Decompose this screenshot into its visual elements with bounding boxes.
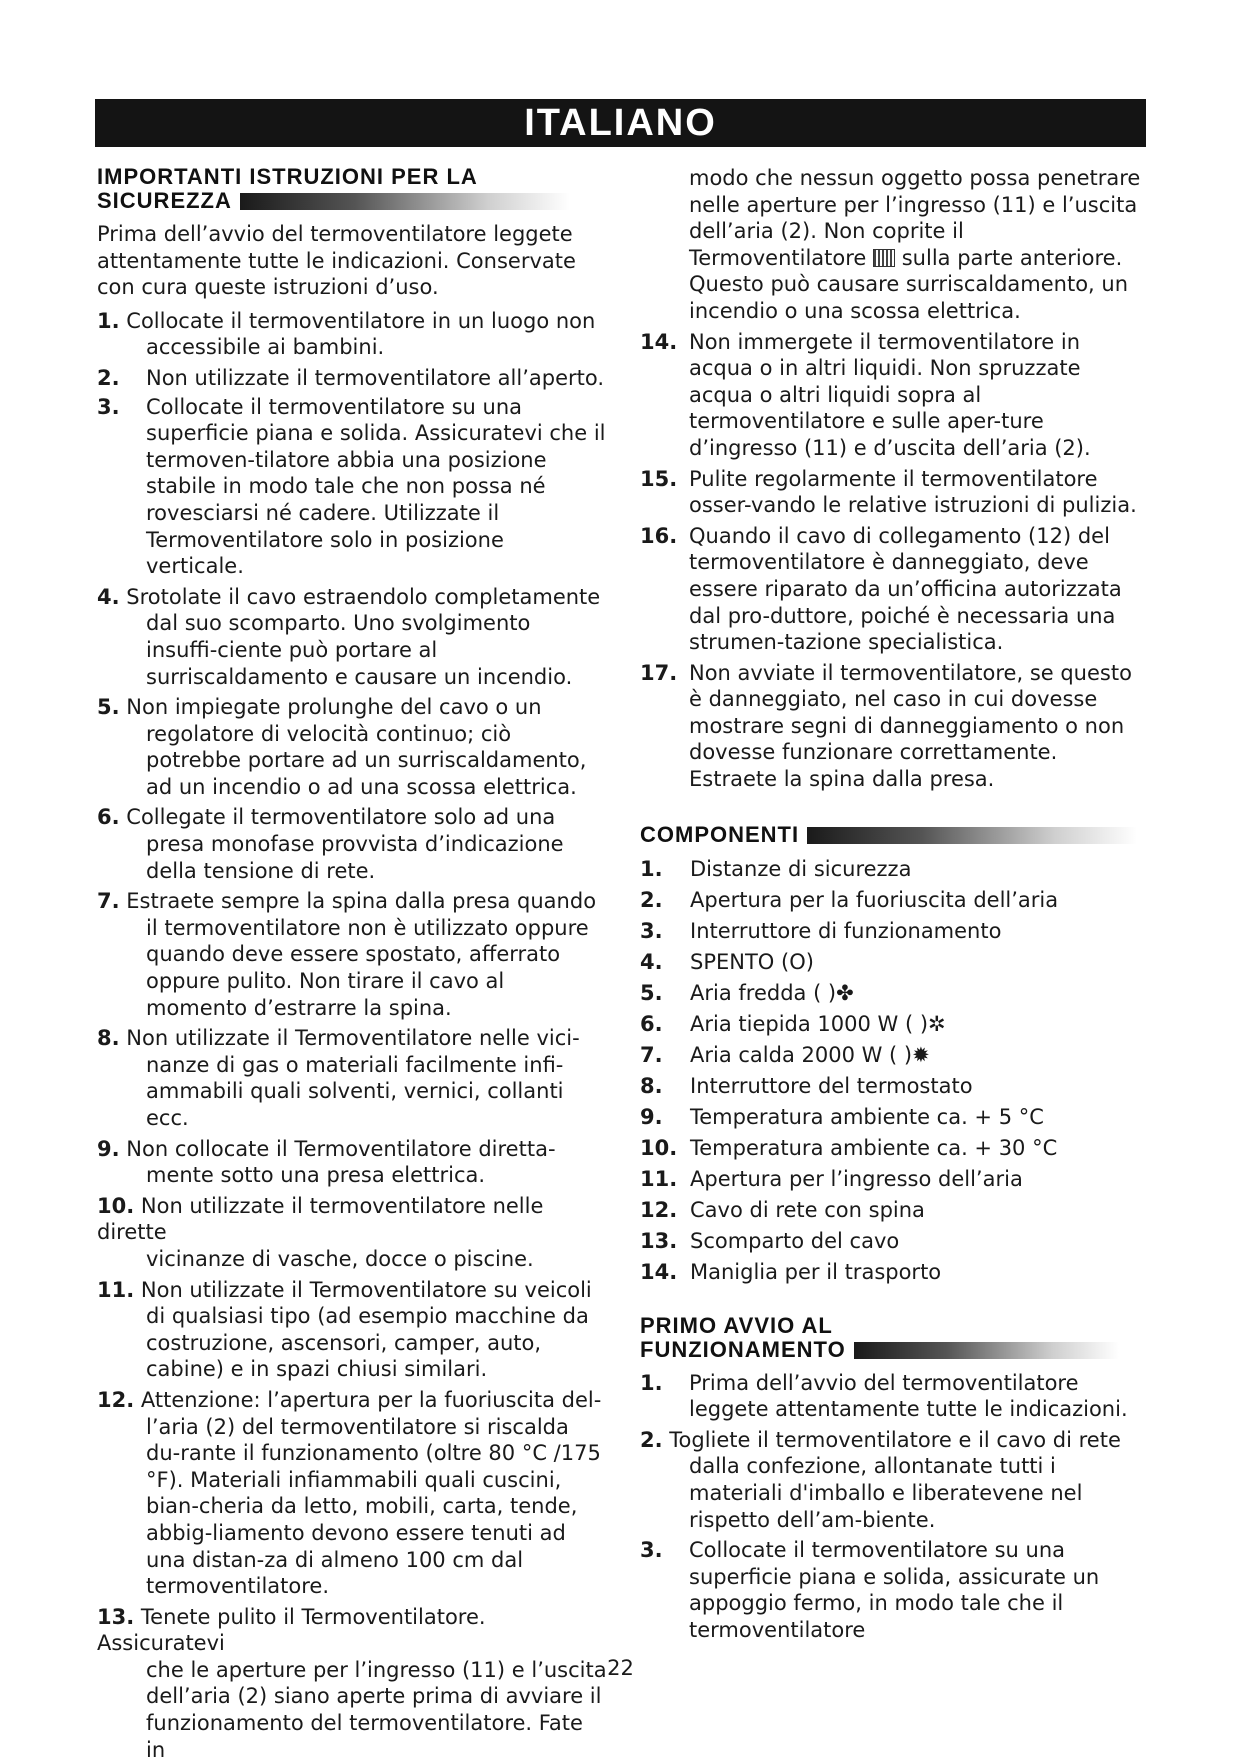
sun-filled-icon: ✹ (912, 1042, 930, 1067)
heading-rule (240, 193, 570, 210)
list-item: 9. Non collocate il Termoventilatore diretta- mente sotto una presa elettrica. (97, 1136, 556, 1188)
startup-heading: PRIMO AVVIO AL FUNZIONAMENTO (640, 1314, 1146, 1362)
list-item: 10. Non utilizzate il termoventilatore nelle dirette vicinanze di vasche, docce o piscine. (97, 1193, 544, 1271)
item-13-continued: modo che nessun oggetto possa penetrare nelle aperture per l’ingresso (11) e l’uscita dell’aria (2). Non coprite il Termoventilatore sulla parte anteriore. Questo può causare surriscaldamento, un incendio o una scossa elettrica. (689, 166, 1141, 323)
safety-heading-line2: SICUREZZA (97, 188, 232, 213)
components-list (640, 856, 1146, 1290)
component-item: 11. Apertura per l’ingresso dell’aria (640, 1166, 1023, 1191)
component-item: 8. Interruttore del termostato (640, 1073, 973, 1098)
fan-icon: ✤ (836, 980, 854, 1005)
list-item: 11. Non utilizzate il Termoventilatore su veicoli di qualsiasi tipo (ad esempio macchine da costruzione, ascensori, camper, auto, cabine) e in spazi chiusi similari. (97, 1277, 592, 1382)
heading-rule (854, 1342, 1119, 1359)
component-item: 7. Aria calda 2000 W ( )✹ (640, 1042, 930, 1067)
list-item: 5. Non impiegate prolunghe del cavo o un regolatore di velocità continuo; ciò potrebbe portare ad un surriscaldamento, ad un incendio o ad una scossa elettrica. (97, 695, 587, 799)
list-item: 1. Collocate il termoventilatore in un luogo non accessibile ai bambini. (97, 308, 596, 360)
component-item: 4. SPENTO (O) (640, 949, 814, 974)
list-item: 4. Srotolate il cavo estraendolo completamente dal suo scomparto. Uno svolgimento insuffi-ciente può portare al surriscaldamento e causare un incendio. (97, 584, 601, 689)
list-item: 8. Non utilizzate il Termoventilatore nelle vici- nanze di gas o materiali facilmente infi-ammabili quali solventi, vernici, collanti ecc. (97, 1026, 580, 1130)
sun-outline-icon: ✲ (928, 1011, 946, 1036)
safety-heading-line1: IMPORTANTI ISTRUZIONI PER LA (97, 164, 478, 189)
page-number: 22 (607, 1656, 634, 1680)
safety-heading (97, 165, 607, 213)
list-item: 1. Prima dell’avvio del termoventilatore leggete attentamente tutte le indicazioni. (640, 1370, 1128, 1422)
component-item: 1. Distanze di sicurezza (640, 856, 912, 881)
list-item: 17. Non avviate il termoventilatore, se questo è danneggiato, nel caso in cui dovesse mostrare segni di danneggiamento o non dovesse funzionare correttamente. Estraete la spina dalla presa. (640, 660, 1132, 792)
list-item: 14. Non immergete il termoventilatore in acqua o in altri liquidi. Non spruzzate acqua o altri liquidi sopra al termoventilatore e sulle aper-ture d’ingresso (11) e d’uscita dell’aria (2). (640, 329, 1091, 460)
list-item: 6. Collegate il termoventilatore solo ad una presa monofase provvista d’indicazione della tensione di rete. (97, 805, 564, 883)
list-item: 13. Tenete pulito il Termoventilatore. Assicuratevi che le aperture per l’ingresso (11) e l’uscita dell’aria (2) siano aperte prima di avviare il funzionamento del termoventilatore. Fate in (97, 1604, 607, 1762)
component-item: 3. Interruttore di funzionamento (640, 918, 1002, 943)
component-item: 6. Aria tiepida 1000 W ( )✲ (640, 1011, 946, 1036)
component-item: 9. Temperatura ambiente ca. + 5 °C (640, 1104, 1044, 1129)
list-item: 12. Attenzione: l’apertura per la fuoriuscita del- l’aria (2) del termoventilatore si riscalda du-rante il funzionamento (oltre 80 °C /175 °F). Materiali infiammabili quali cuscini, bian-cheria da letto, mobili, carta, tende, abbig-liamento devono essere tenuti ad una distan-za di almeno 100 cm dal termoventilatore. (97, 1387, 602, 1599)
heading-rule (807, 827, 1137, 844)
list-item: 15. Pulite regolarmente il termoventilatore osser-vando le relative istruzioni di pulizia. (640, 466, 1137, 518)
components-heading: COMPONENTI (640, 823, 1146, 847)
list-item: 3. Collocate il termoventilatore su una superficie piana e solida. Assicuratevi che il termoven-tilatore abbia una posizione stabile in modo tale che non possa né rovesciarsi né cadere. Utilizzate il Termoventilatore solo in posizione verticale. (97, 394, 606, 579)
list-item: 3. Collocate il termoventilatore su una superficie piana e solida, assicurate un appoggio fermo, in modo tale che il termoventilatore (640, 1538, 1100, 1642)
component-item: 12. Cavo di rete con spina (640, 1197, 925, 1222)
component-item: 10. Temperatura ambiente ca. + 30 °C (640, 1135, 1058, 1160)
component-item: 5. Aria fredda ( )✤ (640, 980, 854, 1005)
right-column (640, 165, 1146, 1644)
component-item: 14. Maniglia per il trasporto (640, 1259, 942, 1284)
list-item: 7. Estraete sempre la spina dalla presa quando il termoventilatore non è utilizzato oppure quando deve essere spostato, afferrato oppure pulito. Non tirare il cavo al momento d’estrarre la spina. (97, 889, 597, 1020)
component-item: 13. Scomparto del cavo (640, 1228, 900, 1253)
safety-intro: Prima dell’avvio del termoventilatore leggete attentamente tutte le indicazioni. Conservate con cura queste istruzioni d’uso. (97, 222, 576, 300)
list-item: 2. Togliete il termoventilatore e il cavo di rete dalla confezione, allontanate tutti i materiali d'imballo e liberatevene nel rispetto dell’am-biente. (640, 1427, 1121, 1532)
list-item: 16. Quando il cavo di collegamento (12) del termoventilatore è danneggiato, deve essere riparato da un’officina autorizzata dal pro-duttore, poiché è necessaria una strumen-tazione specialistica. (640, 523, 1122, 655)
list-item: 2. Non utilizzate il termoventilatore all’aperto. (97, 365, 605, 390)
left-column (97, 165, 607, 1763)
fan-heater-symbol-icon (873, 249, 895, 267)
component-item: 2. Apertura per la fuoriuscita dell’aria (640, 887, 1059, 912)
language-banner: ITALIANO (95, 99, 1146, 147)
